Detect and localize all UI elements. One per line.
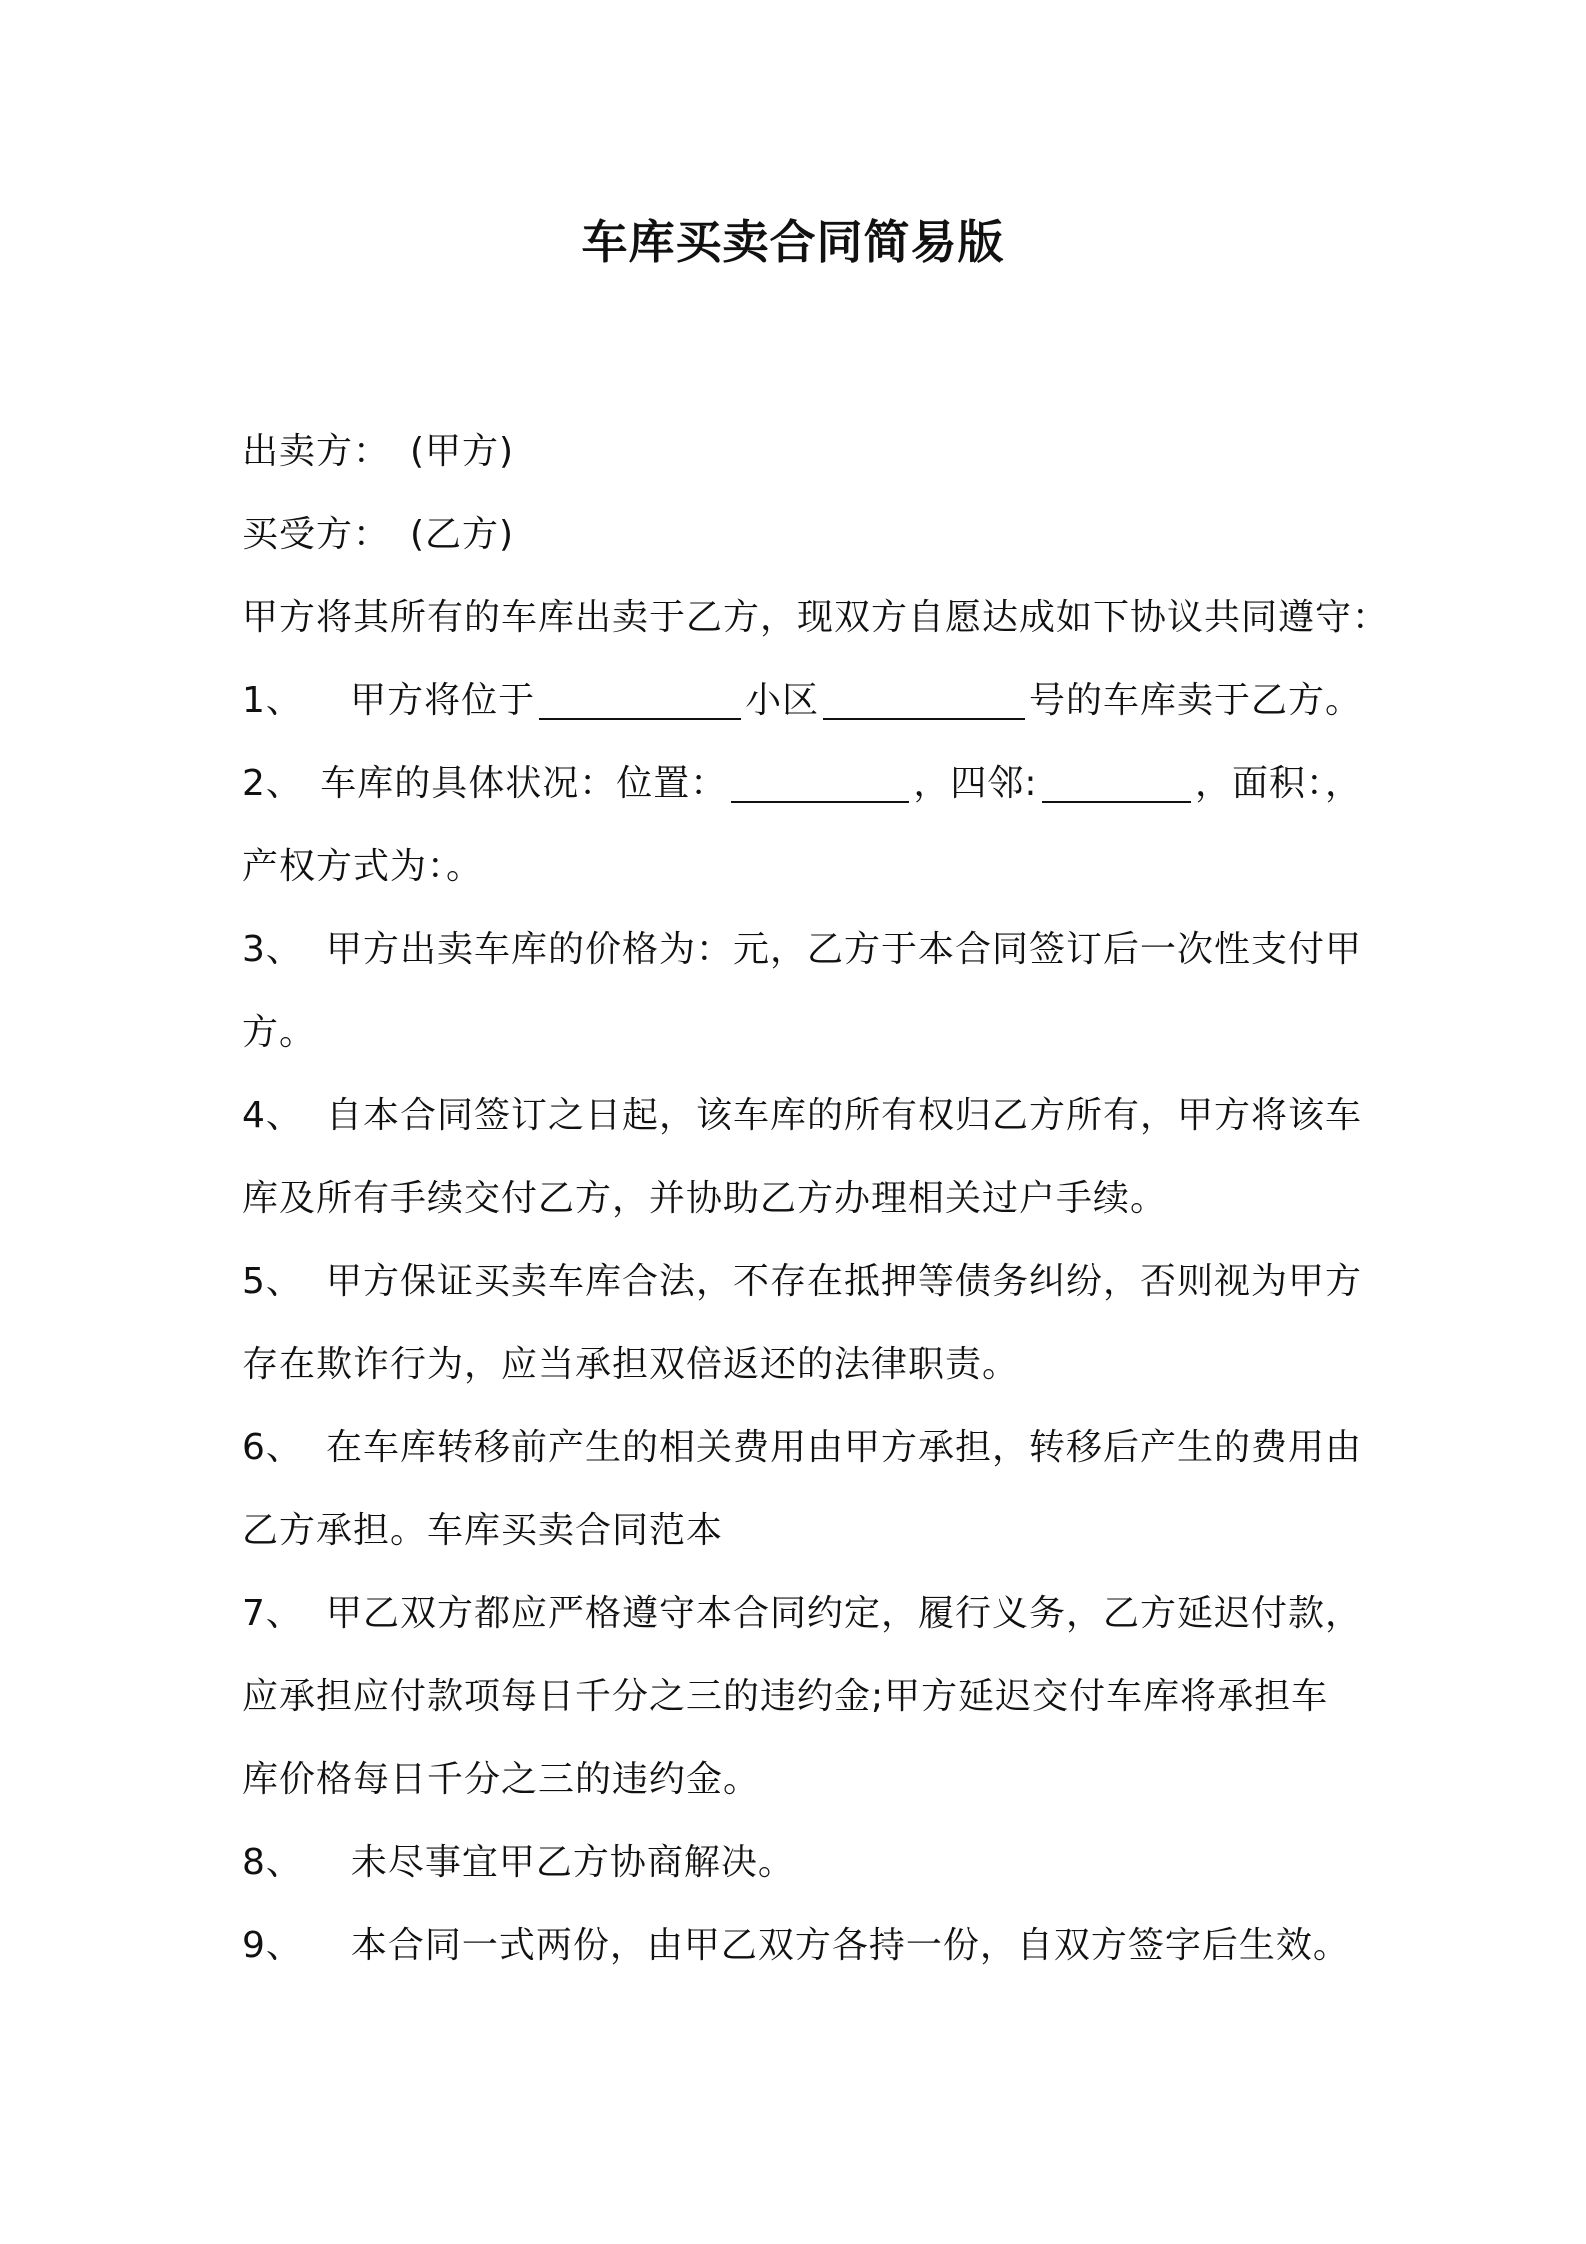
clause-9 [242, 1904, 1362, 1987]
clause-8 [242, 1821, 1362, 1904]
clause-text: 号的车库卖于乙方。 [1028, 680, 1362, 721]
clause-number: 4、 [242, 1095, 303, 1136]
clause-number: 7、 [242, 1593, 303, 1634]
clause-text: 在车库转移前产生的相关费用由甲方承担，转移后产生的费用由 [325, 1427, 1362, 1468]
fill-in-blank [1042, 761, 1191, 803]
clause-text: 甲方将位于 [350, 680, 536, 721]
clause-text: 甲方出卖车库的价格为：元，乙方于本合同签订后一次性支付甲 [325, 929, 1362, 970]
clause-5 [242, 1240, 1362, 1323]
clause-3-continued: 方。 [242, 1012, 317, 1053]
clause-text: ，四邻: [913, 763, 1038, 804]
intro-line: 甲方将其所有的车库出卖于乙方，现双方自愿达成如下协议共同遵守： [242, 597, 1390, 638]
clause-text: 车库的具体状况：位置： [320, 763, 728, 804]
clause-3 [242, 908, 1362, 991]
clause-number: 5、 [242, 1261, 303, 1302]
contract-body [242, 410, 1390, 1987]
clause-number: 1、 [242, 680, 303, 721]
buyer-value: (乙方) [410, 514, 515, 555]
clause-2-continued: 产权方式为：。 [242, 846, 484, 887]
clause-number: 8、 [242, 1842, 303, 1883]
buyer-line [242, 493, 1362, 576]
clause-6-continued: 乙方承担。车库买卖合同范本 [242, 1510, 724, 1551]
clause-number: 3、 [242, 929, 303, 970]
clause-number: 2、 [242, 763, 303, 804]
seller-label: 出卖方： [242, 431, 391, 472]
buyer-label: 买受方： [242, 514, 391, 555]
clause-text: 本合同一式两份，由甲乙双方各持一份，自双方签字后生效。 [350, 1925, 1350, 1966]
clause-text: 甲方保证买卖车库合法，不存在抵押等债务纠纷，否则视为甲方 [325, 1261, 1362, 1302]
fill-in-blank [823, 678, 1025, 720]
clause-1 [242, 659, 1362, 742]
clause-number: 9、 [242, 1925, 303, 1966]
document-title: 车库买卖合同简易版 [581, 215, 1005, 269]
clause-4-continued: 库及所有手续交付乙方，并协助乙方办理相关过户手续。 [242, 1178, 1168, 1219]
clause-text: 未尽事宜甲乙方协商解决。 [350, 1842, 795, 1883]
clause-text: ，面积：， [1194, 763, 1362, 804]
clause-6 [242, 1406, 1362, 1489]
clause-text: 小区 [745, 680, 820, 721]
fill-in-blank [539, 678, 741, 720]
clause-5-continued: 存在欺诈行为，应当承担双倍返还的法律职责。 [242, 1344, 1020, 1385]
clause-4 [242, 1074, 1362, 1157]
seller-value: (甲方) [410, 431, 515, 472]
clause-text: 甲乙双方都应严格遵守本合同约定，履行义务，乙方延迟付款， [325, 1593, 1362, 1634]
clause-7 [242, 1572, 1362, 1655]
clause-7-continued: 应承担应付款项每日千分之三的违约金;甲方延迟交付车库将承担车 [242, 1676, 1329, 1717]
clause-text: 自本合同签订之日起，该车库的所有权归乙方所有，甲方将该车 [325, 1095, 1362, 1136]
clause-2 [242, 742, 1362, 825]
fill-in-blank [731, 761, 909, 803]
clause-7-continued: 库价格每日千分之三的违约金。 [242, 1759, 761, 1800]
seller-line [242, 410, 1362, 493]
clause-number: 6、 [242, 1427, 303, 1468]
